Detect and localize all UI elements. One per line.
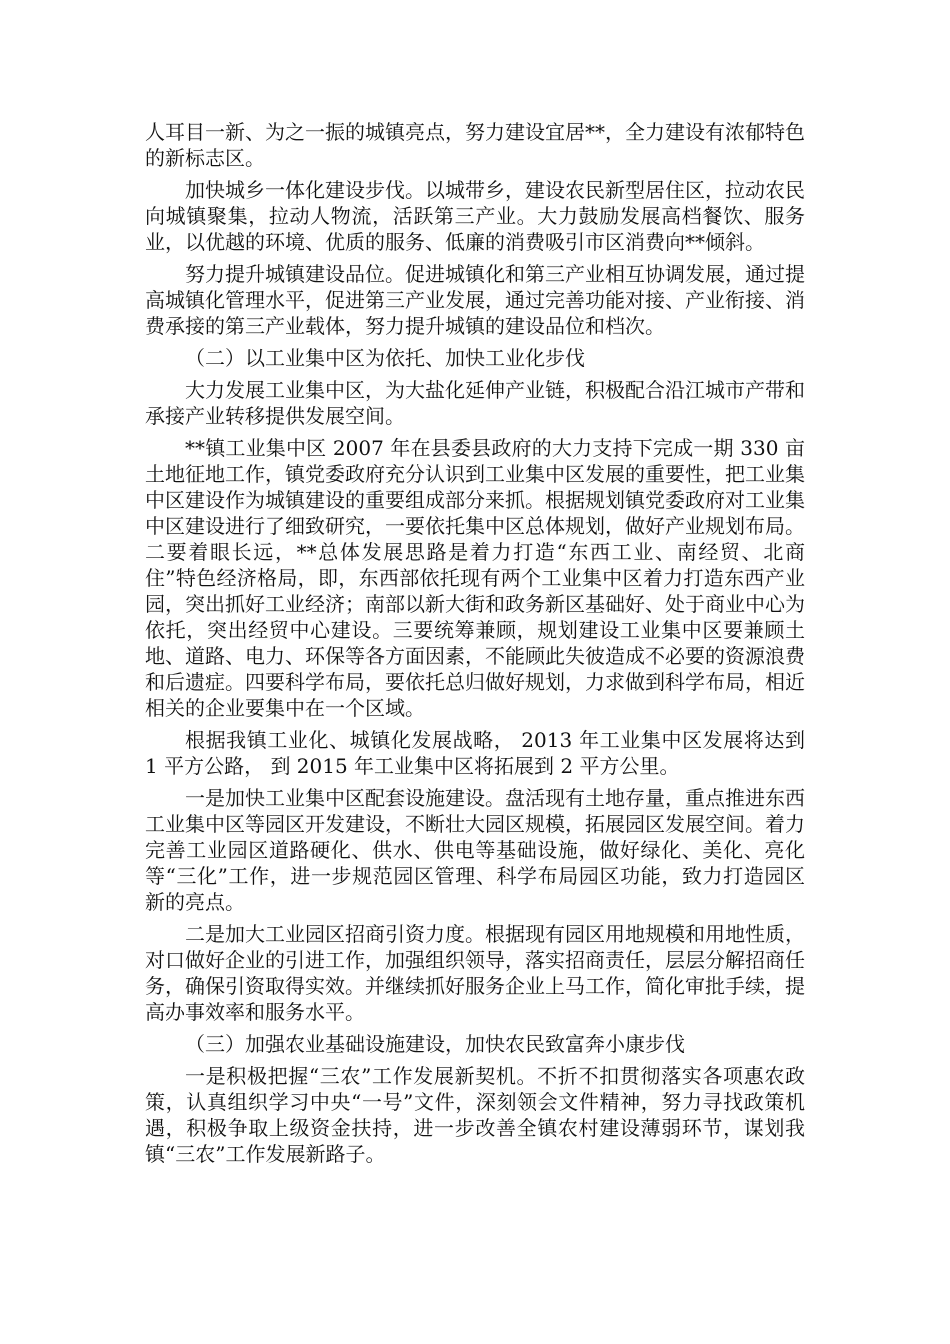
paragraph-8: 一是加快工业集中区配套设施建设。盘活现有土地存量，重点推进东西工业集中区等园区开发建设，不断壮大园区规模，拓展园区发展空间。着力完善工业园区道路硬化、供水、供电等基础设施，做好绿化、美化、亮化等“三化”工作，进一步规范园区管理、科学布局园区功能，致力打造园区新的亮点。 [145, 786, 805, 914]
paragraph-3: 努力提升城镇建设品位。促进城镇化和第三产业相互协调发展，通过提高城镇化管理水平，促进第三产业发展，通过完善功能对接、产业衔接、消费承接的第三产业载体，努力提升城镇的建设品位和档次。 [145, 262, 805, 338]
paragraph-5: 大力发展工业集中区，为大盐化延伸产业链，积极配合沿江城市产带和承接产业转移提供发展空间。 [145, 378, 805, 428]
paragraph-7: 根据我镇工业化、城镇化发展战略， 2013 年工业集中区发展将达到 1 平方公路， 到 2015 年工业集中区将拓展到 2 平方公里。 [145, 728, 805, 778]
paragraph-2: 加快城乡一体化建设步伐。以城带乡，建设农民新型居住区，拉动农民向城镇聚集，拉动人物流，活跃第三产业。大力鼓励发展高档餐饮、服务业，以优越的环境、优质的服务、低廉的消费吸引市区消费向**倾斜。 [145, 178, 805, 254]
document-body [145, 119, 805, 1173]
section-heading-2: （二）以工业集中区为依托、加快工业化步伐 [185, 346, 585, 370]
paragraph-6: **镇工业集中区 2007 年在县委县政府的大力支持下完成一期 330 亩土地征地工作，镇党委政府充分认识到工业集中区发展的重要性，把工业集中区建设作为城镇建设的重要组成部分来抓。根据规划镇党委政府对工业集中区建设进行了细致研究，一要依托集中区总体规划，做好产业规划布局。二要着眼长远，**总体发展思路是着力打造“东西工业、南经贸、北商住”特色经济格局，即，东西部依托现有两个工业集中区着力打造东西产业园，突出抓好工业经济；南部以新大街和政务新区基础好、处于商业中心为依托，突出经贸中心建设。三要统筹兼顾，规划建设工业集中区要兼顾土地、道路、电力、环保等各方面因素，不能顾此失彼造成不必要的资源浪费和后遗症。四要科学布局，要依托总归做好规划，力求做到科学布局，相近相关的企业要集中在一个区域。 [145, 436, 805, 720]
paragraph-11: 一是积极把握“三农”工作发展新契机。不折不扣贯彻落实各项惠农政策，认真组织学习中央“一号”文件，深刻领会文件精神，努力寻找政策机遇，积极争取上级资金扶持，进一步改善全镇农村建设薄弱环节，谋划我镇“三农”工作发展新路子。 [145, 1064, 805, 1166]
paragraph-1: 人耳目一新、为之一振的城镇亮点，努力建设宜居**，全力建设有浓郁特色的新标志区。 [145, 120, 805, 170]
paragraph-9: 二是加大工业园区招商引资力度。根据现有园区用地规模和用地性质，对口做好企业的引进工作，加强组织领导，落实招商责任，层层分解招商任务，确保引资取得实效。并继续抓好服务企业上马工作，简化审批手续，提高办事效率和服务水平。 [145, 922, 805, 1024]
section-heading-3: （三）加强农业基础设施建设，加快农民致富奔小康步伐 [185, 1032, 685, 1056]
